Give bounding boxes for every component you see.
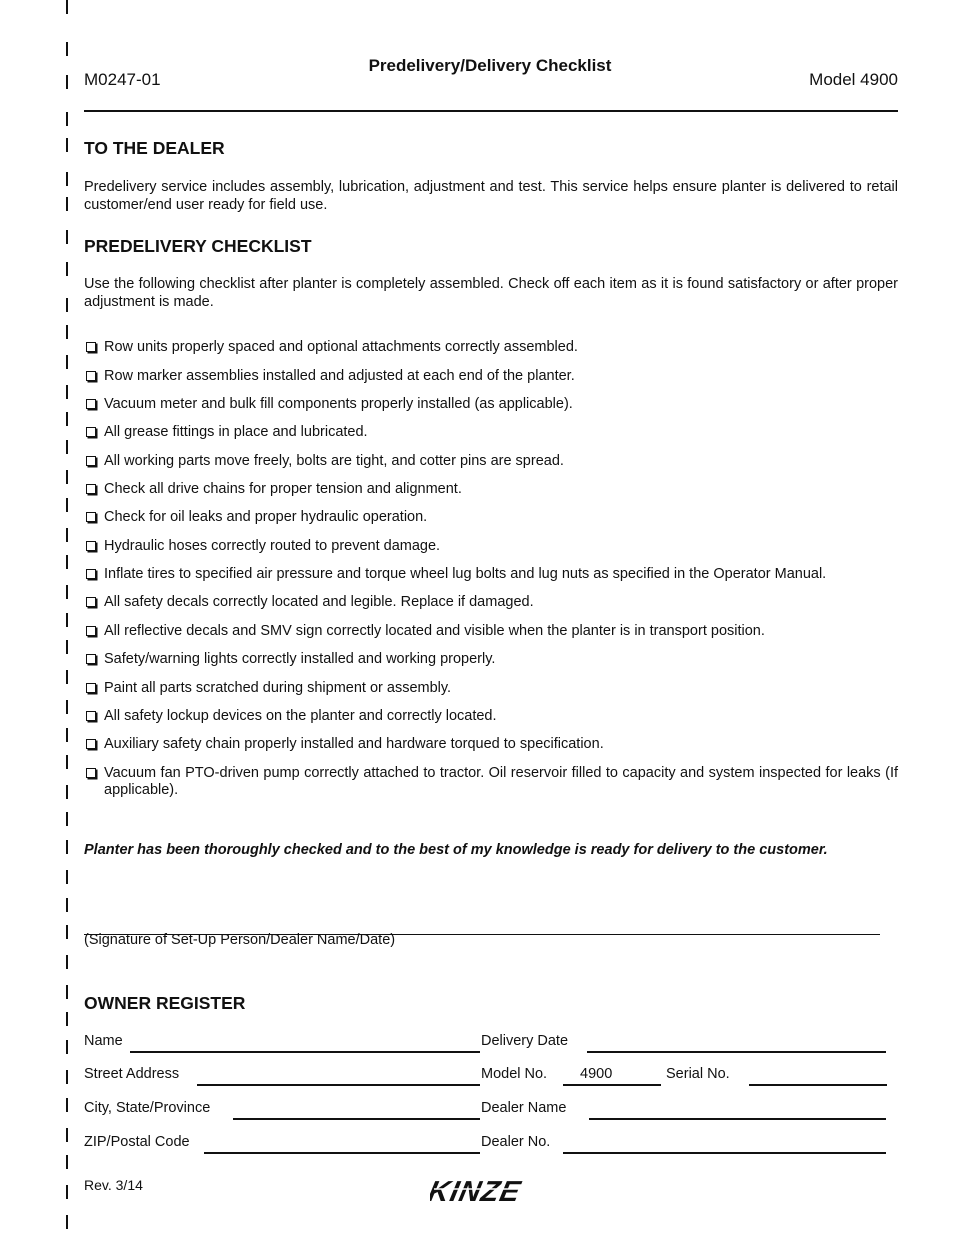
checklist-heading: PREDELIVERY CHECKLIST [84, 236, 312, 256]
model-label: Model 4900 [809, 70, 898, 89]
cut-mark [66, 1215, 68, 1229]
cut-mark [66, 955, 68, 969]
cut-mark [66, 355, 68, 369]
cut-mark [66, 197, 68, 211]
checklist-item [84, 424, 898, 441]
checkbox[interactable] [86, 484, 96, 494]
checklist-intro: Use the following checklist after planter is completely assembled. Check off each item as it is found satisfactory or after proper adjustment is made. [84, 276, 898, 310]
checkbox[interactable] [86, 371, 96, 381]
checklist-item-label: Auxiliary safety chain properly installed and hardware torqued to specification. [104, 736, 604, 752]
checkbox[interactable] [86, 626, 96, 636]
checklist-item [84, 481, 898, 498]
cut-mark [66, 1155, 68, 1169]
cut-mark [66, 640, 68, 654]
checklist-item-label: Vacuum fan PTO-driven pump correctly attached to tractor. Oil reservoir filled to capacity and system inspected for leaks (If applicable). [104, 765, 898, 798]
checkbox[interactable] [86, 711, 96, 721]
checklist-item-label: Vacuum meter and bulk fill components properly installed (as applicable). [104, 396, 573, 412]
checkbox[interactable] [86, 768, 96, 778]
cut-mark [66, 812, 68, 826]
header-divider [84, 110, 898, 112]
checklist-item [84, 765, 898, 799]
cut-mark [66, 728, 68, 742]
cut-mark [66, 42, 68, 56]
checkbox[interactable] [86, 512, 96, 522]
delivery-date-field[interactable] [587, 1051, 886, 1053]
checklist-item-label: All working parts move freely, bolts are tight, and cotter pins are spread. [104, 453, 564, 469]
cut-mark [66, 555, 68, 569]
cut-mark [66, 528, 68, 542]
page-title: Predelivery/Delivery Checklist [368, 56, 612, 75]
zip-label: ZIP/Postal Code [84, 1134, 190, 1150]
serial-no-label: Serial No. [666, 1066, 730, 1082]
cut-mark [66, 498, 68, 512]
checkbox[interactable] [86, 683, 96, 693]
checkbox[interactable] [86, 654, 96, 664]
checklist-item-label: Paint all parts scratched during shipment or assembly. [104, 680, 452, 696]
cut-mark [66, 1040, 68, 1054]
cut-mark [66, 870, 68, 884]
street-address-field[interactable] [197, 1084, 480, 1086]
dealer-name-field[interactable] [589, 1118, 886, 1120]
checklist-item-label: Hydraulic hoses correctly routed to prevent damage. [104, 538, 441, 554]
cut-mark [66, 985, 68, 999]
checklist-item [84, 453, 898, 470]
cut-mark [66, 670, 68, 684]
document-code: M0247-01 [84, 70, 161, 89]
checkbox[interactable] [86, 342, 96, 352]
cut-mark [66, 700, 68, 714]
checkbox[interactable] [86, 597, 96, 607]
checklist-item-label: Check all drive chains for proper tension and alignment. [104, 481, 462, 497]
cut-mark [66, 112, 68, 126]
cut-mark [66, 898, 68, 912]
model-no-label: Model No. [481, 1066, 548, 1082]
cut-mark [66, 785, 68, 799]
svg-text:KINZE: KINZE [430, 1176, 525, 1206]
owner-register-heading: OWNER REGISTER [84, 993, 246, 1013]
cut-mark [66, 1185, 68, 1199]
checklist-item [84, 708, 898, 725]
checklist-item-label: Safety/warning lights correctly installed and working properly. [104, 651, 496, 667]
cut-mark [66, 138, 68, 152]
model-no-value: 4900 [580, 1066, 613, 1082]
checklist-item [84, 368, 898, 385]
checklist-item-label: All grease fittings in place and lubricated. [104, 424, 368, 440]
checklist-item [84, 736, 898, 753]
checkbox[interactable] [86, 427, 96, 437]
cut-mark [66, 230, 68, 244]
checklist-item [84, 651, 898, 668]
checklist-item [84, 680, 898, 697]
serial-no-field[interactable] [749, 1084, 887, 1086]
cut-mark [66, 172, 68, 186]
cut-mark [66, 325, 68, 339]
cut-mark [66, 585, 68, 599]
checklist-item [84, 623, 898, 640]
checklist-item [84, 339, 898, 356]
cut-mark [66, 755, 68, 769]
cut-mark [66, 1098, 68, 1112]
cut-mark [66, 262, 68, 276]
binding-cut-marks [66, 0, 70, 1235]
checklist-item-label: Check for oil leaks and proper hydraulic operation. [104, 509, 428, 525]
checklist-item-label: All safety lockup devices on the planter and correctly located. [104, 708, 497, 724]
cut-mark [66, 470, 68, 484]
checkbox[interactable] [86, 399, 96, 409]
checklist-item-label: Row units properly spaced and optional attachments correctly assembled. [104, 339, 578, 355]
checklist-item [84, 396, 898, 413]
street-address-label: Street Address [84, 1066, 180, 1082]
checklist-item-label: Row marker assemblies installed and adjusted at each end of the planter. [104, 368, 575, 384]
checklist-item [84, 594, 898, 611]
cut-mark [66, 1128, 68, 1142]
checklist-item-label: All safety decals correctly located and legible. Replace if damaged. [104, 594, 534, 610]
checklist-item-label: Inflate tires to specified air pressure and torque wheel lug bolts and lug nuts as specified in the Operator Manual. [104, 566, 827, 582]
checklist-item [84, 538, 898, 555]
dealer-no-label: Dealer No. [481, 1134, 551, 1150]
cut-mark [66, 298, 68, 312]
city-state-field[interactable] [233, 1118, 480, 1120]
signature-caption: (Signature of Set-Up Person/Dealer Name/Date) [84, 932, 396, 948]
revision-label: Rev. 3/14 [84, 1177, 143, 1193]
name-label: Name [84, 1033, 123, 1049]
dealer-heading: TO THE DEALER [84, 138, 225, 158]
name-field[interactable] [130, 1051, 480, 1053]
checklist-item [84, 509, 898, 526]
checklist-item-label: All reflective decals and SMV sign correctly located and visible when the planter is in transport position. [104, 623, 765, 639]
cut-mark [66, 925, 68, 939]
kinze-logo [430, 1176, 550, 1211]
cut-mark [66, 440, 68, 454]
certification-statement: Planter has been thoroughly checked and to the best of my knowledge is ready for delivery to the customer. [84, 842, 828, 858]
dealer-no-field[interactable] [563, 1152, 886, 1154]
checkbox[interactable] [86, 739, 96, 749]
delivery-date-label: Delivery Date [481, 1033, 569, 1049]
cut-mark [66, 613, 68, 627]
cut-mark [66, 75, 68, 89]
cut-mark [66, 1012, 68, 1026]
checkbox[interactable] [86, 456, 96, 466]
checklist-item [84, 566, 898, 583]
city-state-label: City, State/Province [84, 1100, 211, 1116]
cut-mark [66, 0, 68, 14]
model-no-field[interactable] [563, 1084, 661, 1086]
cut-mark [66, 1070, 68, 1084]
checkbox[interactable] [86, 541, 96, 551]
dealer-name-label: Dealer Name [481, 1100, 567, 1116]
cut-mark [66, 385, 68, 399]
cut-mark [66, 840, 68, 854]
cut-mark [66, 412, 68, 426]
checkbox[interactable] [86, 569, 96, 579]
zip-field[interactable] [204, 1152, 480, 1154]
dealer-paragraph: Predelivery service includes assembly, lubrication, adjustment and test. This service helps ensure planter is delivered to retail customer/end user ready for field use. [84, 179, 898, 213]
